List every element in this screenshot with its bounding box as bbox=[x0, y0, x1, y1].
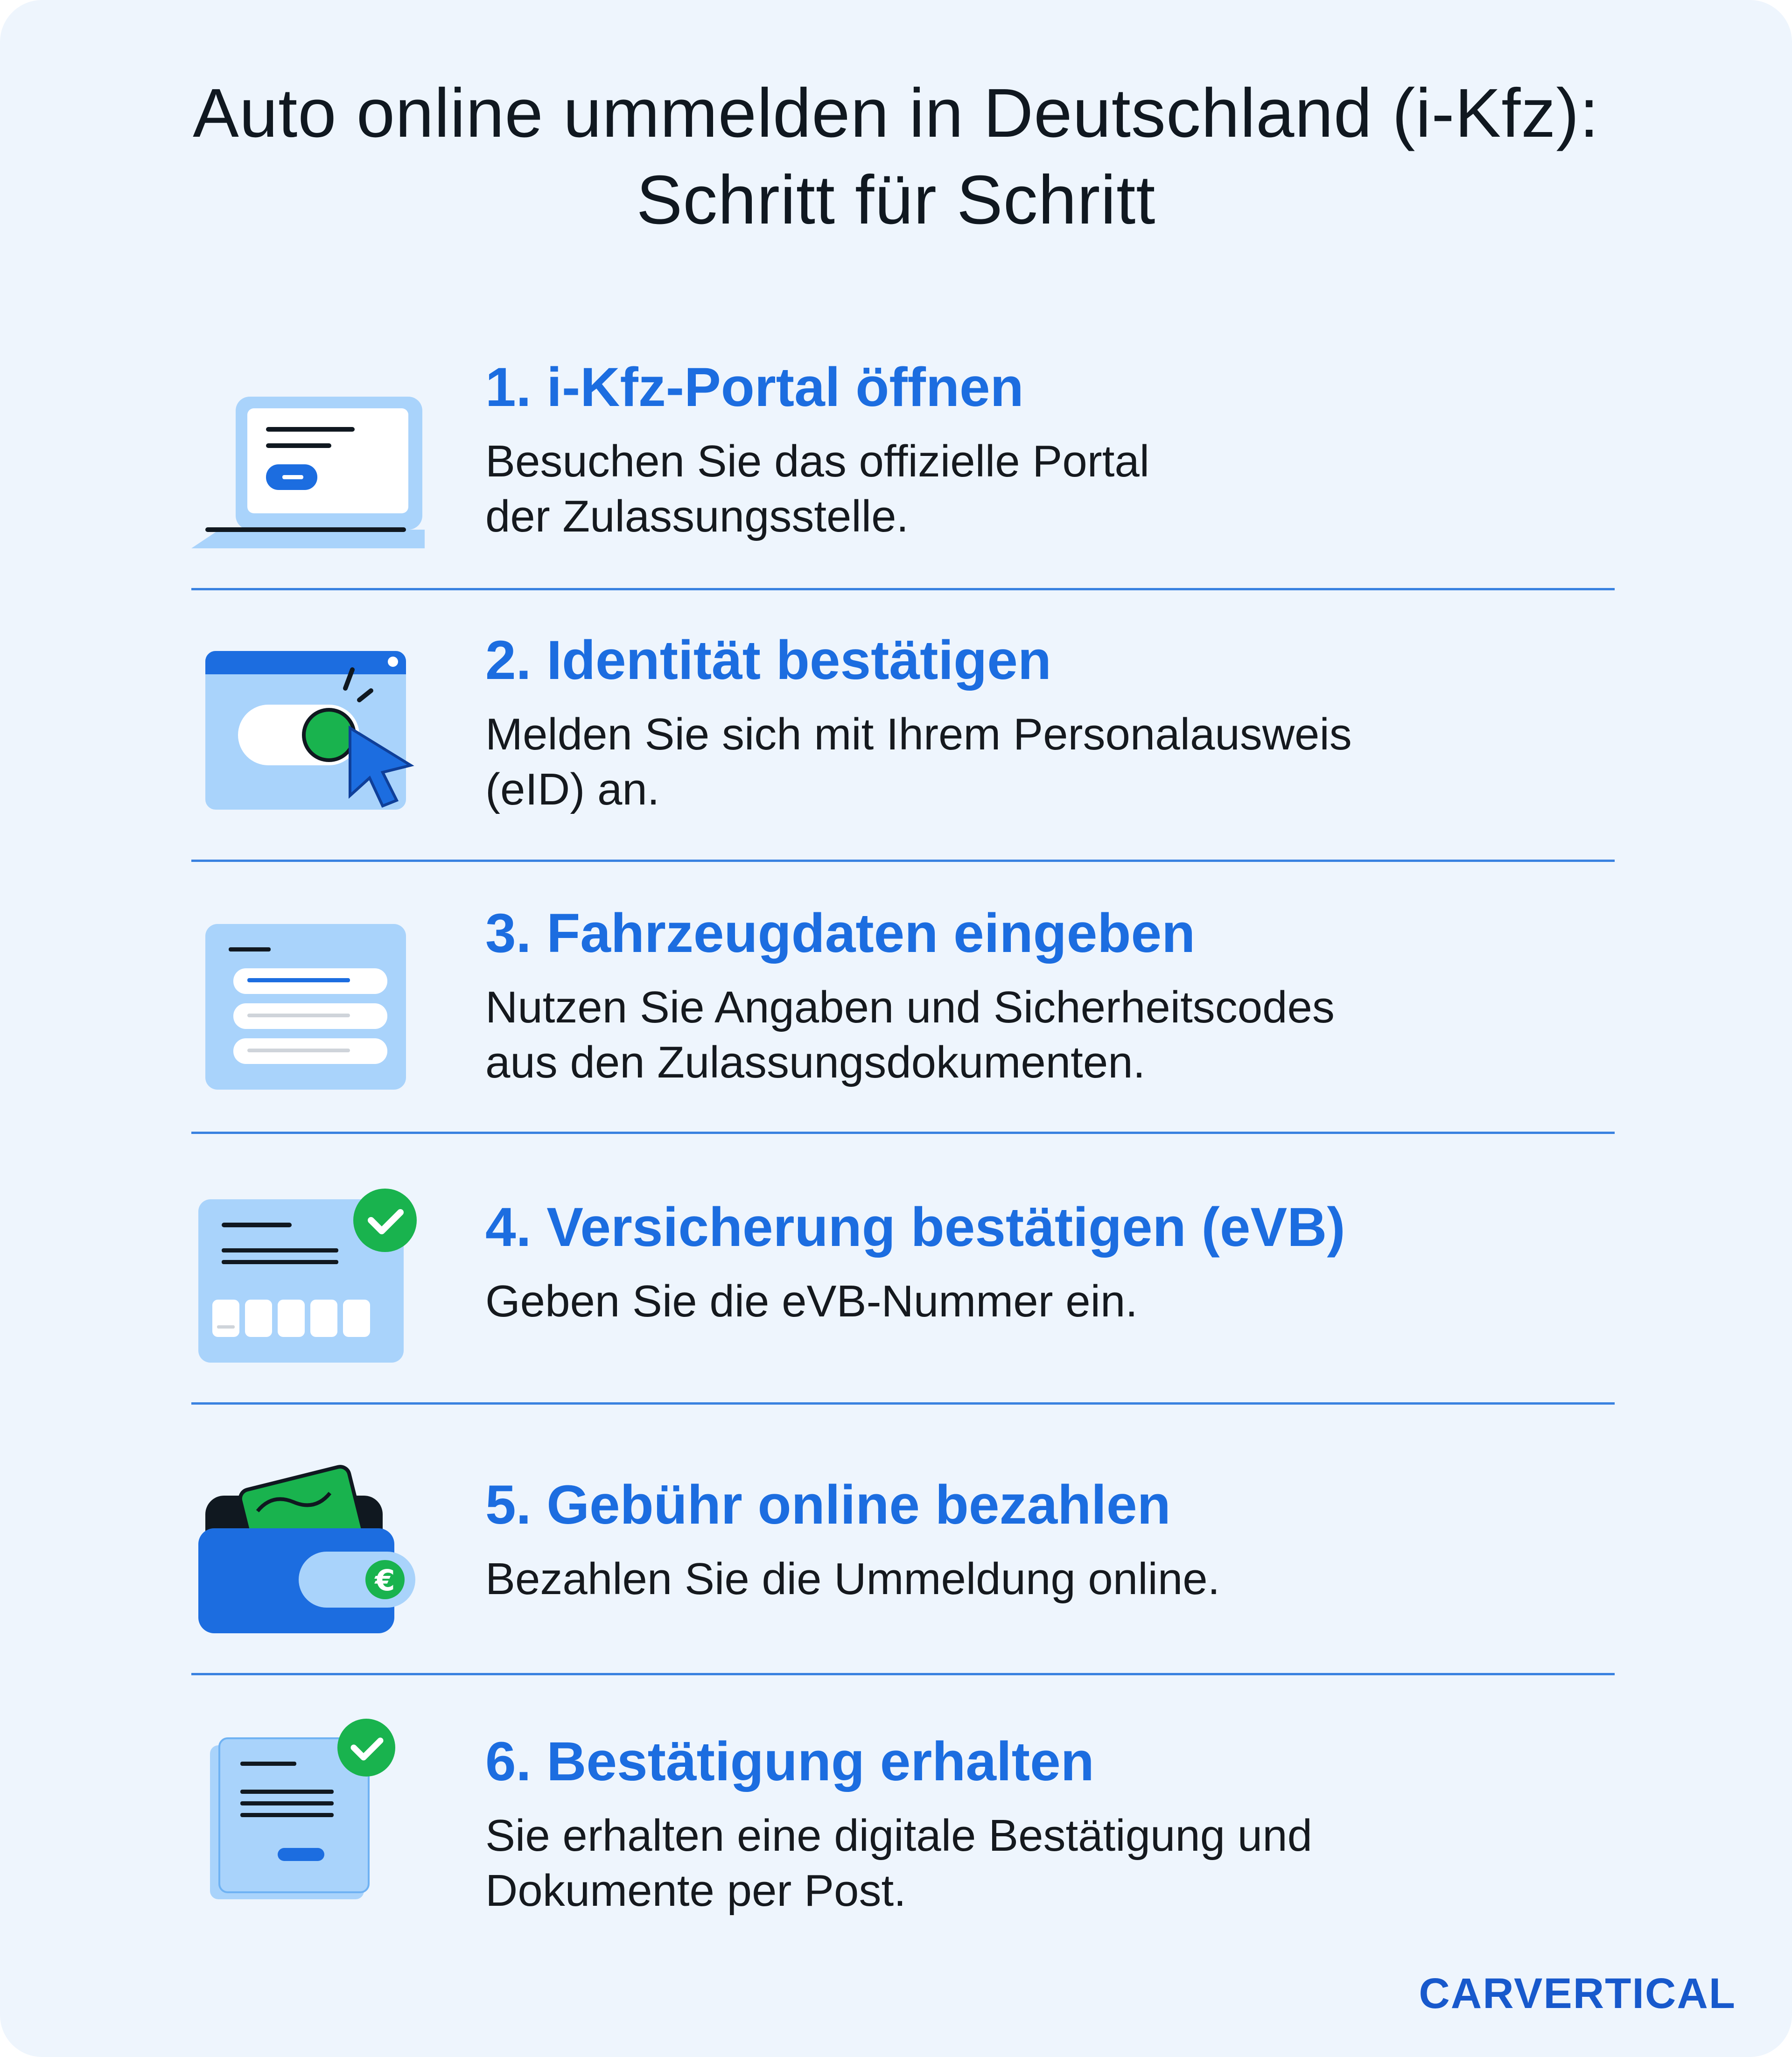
brand-logo: CARVERTICAL bbox=[1419, 1970, 1736, 2017]
document-check-icon bbox=[191, 1717, 434, 1904]
step-2-heading: 2. Identität bestätigen bbox=[485, 630, 1051, 691]
step-4-description bbox=[485, 1274, 1652, 1329]
wallet-icon bbox=[191, 1454, 434, 1640]
step-6-description bbox=[485, 1808, 1652, 1918]
page-title bbox=[0, 70, 1792, 244]
step-1-heading: 1. i-Kfz-Portal öffnen bbox=[485, 357, 1024, 418]
step-5-heading: 5. Gebühr online bezahlen bbox=[485, 1474, 1171, 1536]
step-1-description bbox=[485, 434, 1652, 544]
step-6-desc-line-2: Dokumente per Post. bbox=[485, 1866, 906, 1916]
step-3-desc-line-2: aus den Zulassungsdokumenten. bbox=[485, 1037, 1146, 1087]
divider bbox=[191, 1402, 1615, 1405]
divider bbox=[191, 588, 1615, 590]
step-4-desc-line-1: Geben Sie die eVB-Nummer ein. bbox=[485, 1276, 1138, 1326]
divider bbox=[191, 1673, 1615, 1675]
divider bbox=[191, 860, 1615, 862]
step-6-heading: 6. Bestätigung erhalten bbox=[485, 1731, 1094, 1792]
svg-text:€: € bbox=[375, 1563, 395, 1597]
step-5-desc-line-1: Bezahlen Sie die Ummeldung online. bbox=[485, 1554, 1220, 1604]
laptop-icon bbox=[191, 369, 434, 555]
insurance-card-icon bbox=[191, 1185, 434, 1372]
step-4-heading: 4. Versicherung bestätigen (eVB) bbox=[485, 1196, 1345, 1258]
step-3-heading: 3. Fahrzeugdaten eingeben bbox=[485, 903, 1196, 964]
step-1-desc-line-2: der Zulassungsstelle. bbox=[485, 491, 909, 541]
title-line-2: Schritt für Schritt bbox=[636, 161, 1156, 238]
divider bbox=[191, 1132, 1615, 1134]
step-2-desc-line-2: (eID) an. bbox=[485, 764, 660, 814]
title-line-1: Auto online ummelden in Deutschland (i-Kfz): bbox=[193, 75, 1599, 152]
step-2-desc-line-1: Melden Sie sich mit Ihrem Personalausweis bbox=[485, 709, 1352, 759]
step-3-desc-line-1: Nutzen Sie Angaben und Sicherheitscodes bbox=[485, 982, 1335, 1032]
toggle-window-icon bbox=[191, 642, 434, 828]
step-2-description bbox=[485, 707, 1652, 817]
step-5-description bbox=[485, 1552, 1652, 1607]
step-3-description bbox=[485, 980, 1652, 1090]
step-6-desc-line-1: Sie erhalten eine digitale Bestätigung und bbox=[485, 1811, 1312, 1861]
form-icon bbox=[191, 919, 434, 1106]
step-1-desc-line-1: Besuchen Sie das offizielle Portal bbox=[485, 436, 1150, 486]
